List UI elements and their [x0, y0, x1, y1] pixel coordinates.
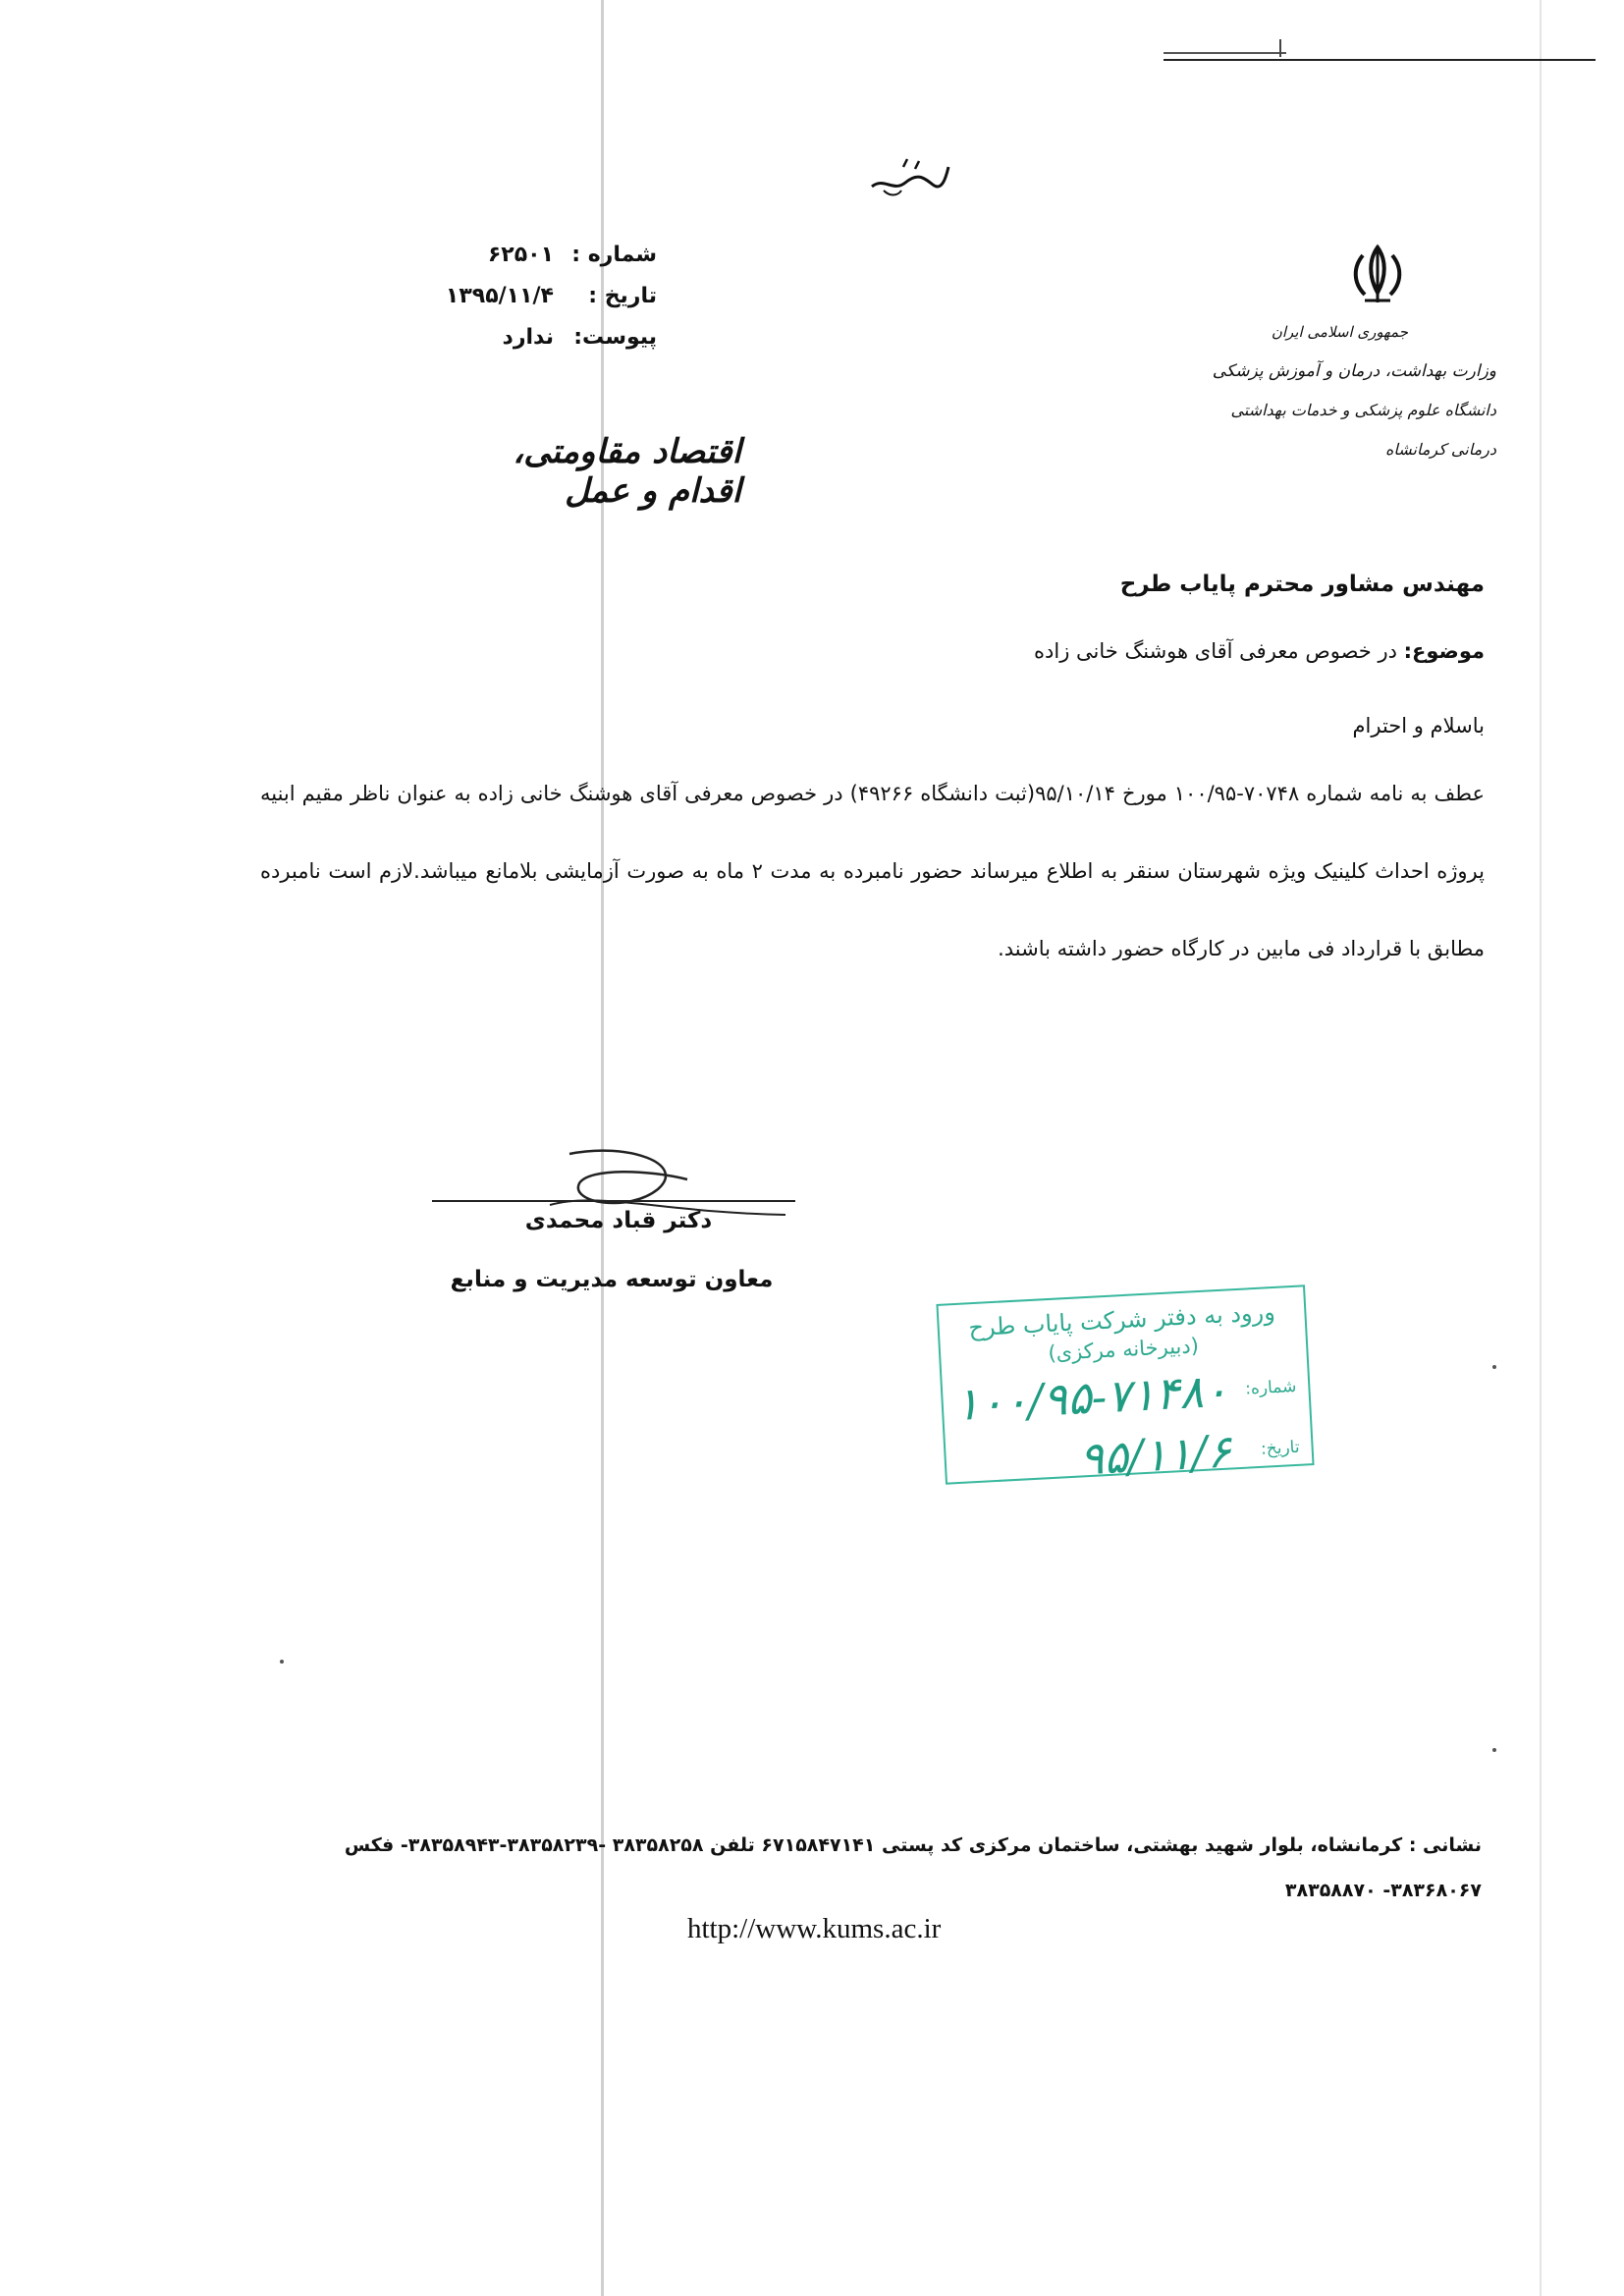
stamp-date-value: ۹۵/۱۱/۶: [1077, 1424, 1233, 1486]
stamp-number-value: ۱۰۰/۹۵-۷۱۴۸۰: [953, 1363, 1229, 1432]
slogan: اقتصاد مقاومتی، اقدام و عمل: [513, 432, 741, 511]
footer-url: http://www.kums.ac.ir: [687, 1913, 942, 1944]
scan-speck: [280, 1660, 284, 1664]
top-rule: [1164, 59, 1596, 61]
stamp-subtitle: (دبیرخانه مرکزی): [1047, 1334, 1200, 1366]
meta-label: پیوست:: [573, 324, 657, 350]
top-rule-short: [1164, 52, 1286, 54]
iran-emblem-icon: [1343, 242, 1412, 310]
org-line: جمهوری اسلامی ایران: [1271, 323, 1408, 341]
recipient: مهندس مشاور محترم پایاب طرح: [1119, 572, 1485, 597]
bismillah-calligraphy-icon: [864, 147, 952, 206]
meta-value: ندارد: [502, 324, 554, 350]
stamp-number-label: شماره:: [1244, 1376, 1297, 1399]
org-line: وزارت بهداشت، درمان و آموزش پزشکی: [1212, 361, 1496, 381]
handwritten-signature-icon: [422, 1144, 815, 1262]
subject-text: در خصوص معرفی آقای هوشنگ خانی زاده: [1034, 639, 1397, 663]
received-stamp: [936, 1285, 1314, 1484]
letter-meta: [362, 234, 657, 357]
signer-title: معاون توسعه مدیریت و منابع: [450, 1267, 774, 1292]
meta-date: [362, 275, 657, 316]
stamp-date-row: [946, 1420, 1313, 1492]
scan-speck: [1492, 1365, 1496, 1369]
greeting: باسلام و احترام: [1352, 714, 1485, 738]
subject-label: موضوع:: [1403, 639, 1485, 663]
scan-speck: [1492, 1748, 1496, 1752]
body-paragraph: عطف به نامه شماره ۷۰۷۴۸-۱۰۰/۹۵ مورخ ۹۵/۱۰/۱۴(ثبت دانشگاه ۴۹۲۶۶) در خصوص معرفی آقای هوشنگ خانی زاده به عنوان ناظر مقیم ابنیه پروژه احداث کلینیک ویژه شهرستان سنقر به اطلاع میرساند حضور نامبرده به مدت ۲ ماه به صورت آزمایشی بلامانع میباشد.لازم است نامبرده مطابق با قرارداد فی مابین در کارگاه حضور داشته باشند.: [260, 782, 1485, 960]
top-tick: [1279, 39, 1281, 57]
organization-block: [1182, 312, 1496, 459]
stamp-title: ورود به دفتر شرکت پایاب طرح: [967, 1297, 1276, 1342]
meta-label: شماره :: [571, 242, 657, 267]
meta-label: تاریخ :: [588, 283, 657, 308]
stamp-number-row: [942, 1359, 1309, 1431]
letter-body: [260, 565, 1485, 988]
footer-address: نشانی : کرمانشاه، بلوار شهید بهشتی، ساختمان مرکزی کد پستی ۶۷۱۵۸۴۷۱۴۱ تلفن ۳۸۳۵۸۲۵۸ -۳۸۳۵۸۲۳۹-۳۸۳۵۸۹۴۳- فکس ۳۸۳۶۸۰۶۷- ۳۸۳۵۸۸۷۰: [344, 1834, 1482, 1901]
meta-attachment: [362, 316, 657, 357]
stamp-date-label: تاریخ:: [1260, 1437, 1301, 1459]
meta-number: [362, 234, 657, 275]
scan-edge-line: [1540, 0, 1542, 2296]
signer-name: دکتر قباد محمدی: [524, 1208, 713, 1233]
org-line: دانشگاه علوم پزشکی و خدمات بهداشتی درمانی کرمانشاه: [1230, 401, 1496, 459]
subject-line: [260, 631, 1485, 671]
meta-value: ۶۲۵۰۱: [487, 242, 554, 267]
meta-value: ۱۳۹۵/۱۱/۴: [445, 283, 554, 308]
